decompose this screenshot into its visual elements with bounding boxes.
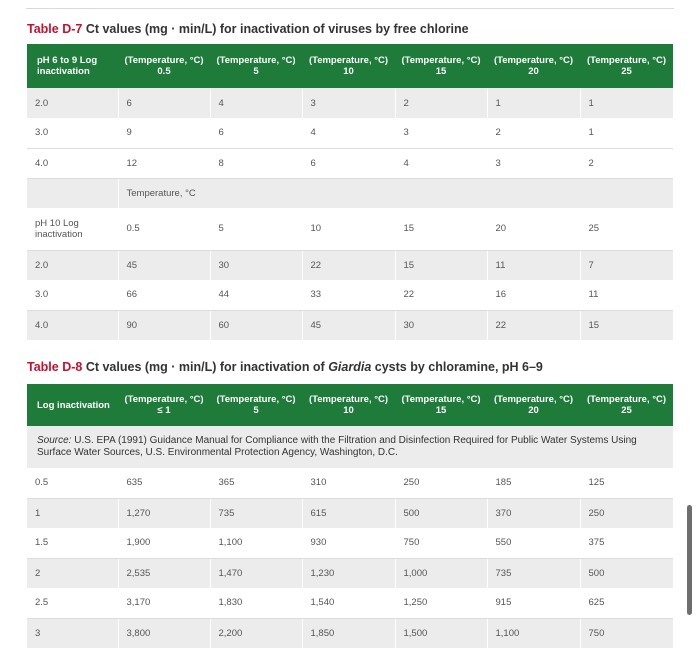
source-note — [27, 426, 673, 468]
table-cell: 6 — [210, 118, 302, 148]
table-cell: 1,850 — [302, 618, 395, 648]
table-cell: 3 — [395, 118, 487, 148]
table-cell: 2.0 — [27, 250, 118, 280]
table-cell: 7 — [580, 250, 673, 280]
table-cell: 3 — [27, 618, 118, 648]
table-cell: 375 — [580, 528, 673, 558]
table-cell: 250 — [580, 498, 673, 528]
table-cell: 1,900 — [118, 528, 210, 558]
table-cell: 6 — [118, 88, 210, 118]
table-cell: 30 — [395, 310, 487, 340]
table-d7-header-row — [27, 44, 673, 88]
table-cell: 500 — [580, 558, 673, 588]
table-cell: 1 — [487, 88, 580, 118]
table-cell: 16 — [487, 280, 580, 310]
table-row — [27, 208, 673, 250]
table-d8-title-post: cysts by chloramine, pH 6–9 — [371, 360, 543, 374]
table-row — [27, 280, 673, 310]
table-cell: 90 — [118, 310, 210, 340]
table-cell: 365 — [210, 468, 302, 498]
table-d7-title: Ct values (mg · min/L) for inactivation of viruses by free chlorine — [82, 22, 469, 36]
table-cell: 250 — [395, 468, 487, 498]
table-cell: 735 — [210, 498, 302, 528]
table-d8-header: (Temperature, °C) ≤ 1 — [118, 384, 210, 426]
table-cell: 1,230 — [302, 558, 395, 588]
table-cell: 15 — [395, 250, 487, 280]
table-cell: 125 — [580, 468, 673, 498]
table-d7-header: (Temperature, °C) 25 — [580, 44, 673, 88]
table-d7 — [27, 44, 673, 340]
table-cell: 3 — [302, 88, 395, 118]
table-cell: 635 — [118, 468, 210, 498]
top-divider — [26, 8, 674, 9]
source-label: Source: — [37, 435, 72, 446]
table-d7-header: (Temperature, °C) 15 — [395, 44, 487, 88]
table-cell: 22 — [395, 280, 487, 310]
table-cell: 15 — [395, 208, 487, 250]
table-d8-header: Log inactivation — [27, 384, 118, 426]
table-cell: 66 — [118, 280, 210, 310]
table-cell: 2,535 — [118, 558, 210, 588]
table-cell: 4.0 — [27, 148, 118, 178]
table-cell: 930 — [302, 528, 395, 558]
table-row — [27, 250, 673, 280]
source-row — [27, 426, 673, 468]
table-cell: 10 — [302, 208, 395, 250]
table-d7-caption — [27, 22, 469, 36]
table-cell: 2 — [580, 148, 673, 178]
table-cell: 45 — [302, 310, 395, 340]
table-cell: 3.0 — [27, 280, 118, 310]
table-cell: 6 — [302, 148, 395, 178]
table-cell: 1,100 — [487, 618, 580, 648]
table-cell: 30 — [210, 250, 302, 280]
table-d7-header: (Temperature, °C) 5 — [210, 44, 302, 88]
table-cell: 25 — [580, 208, 673, 250]
table-cell: 550 — [487, 528, 580, 558]
table-d8-title-italic: Giardia — [328, 360, 372, 374]
table-cell: 45 — [118, 250, 210, 280]
table-cell: 1 — [580, 88, 673, 118]
source-text: U.S. EPA (1991) Guidance Manual for Compliance with the Filtration and Disinfection Required for Public Water Systems Using Surface Water Sources, U.S. Environmental Protection Agency, Washington, D.C. — [37, 435, 637, 458]
table-row — [27, 118, 673, 148]
table-cell: 1,000 — [395, 558, 487, 588]
table-cell: 2 — [487, 118, 580, 148]
table-cell: 1 — [27, 498, 118, 528]
table-cell: 44 — [210, 280, 302, 310]
table-cell: 615 — [302, 498, 395, 528]
table-d8-caption — [27, 360, 543, 374]
table-cell: 625 — [580, 588, 673, 618]
table-cell: 4 — [302, 118, 395, 148]
table-d7-header: (Temperature, °C) 10 — [302, 44, 395, 88]
table-cell: 1,100 — [210, 528, 302, 558]
table-row — [27, 528, 673, 558]
table-cell: 22 — [302, 250, 395, 280]
table-d7-header: (Temperature, °C) 20 — [487, 44, 580, 88]
table-cell: 15 — [580, 310, 673, 340]
table-row — [27, 178, 673, 208]
table-cell: 22 — [487, 310, 580, 340]
table-cell: 1,830 — [210, 588, 302, 618]
table-d8-number: Table D-8 — [27, 360, 83, 374]
table-cell: 20 — [487, 208, 580, 250]
table-cell: pH 10 Log inactivation — [27, 208, 118, 250]
table-cell: 1.5 — [27, 528, 118, 558]
table-cell: 1,500 — [395, 618, 487, 648]
table-cell: 4 — [210, 88, 302, 118]
table-cell: 310 — [302, 468, 395, 498]
table-cell: 3,800 — [118, 618, 210, 648]
table-cell: 33 — [302, 280, 395, 310]
table-cell: 3 — [487, 148, 580, 178]
table-cell: 1 — [580, 118, 673, 148]
table-cell: 2 — [27, 558, 118, 588]
table-cell: 2.5 — [27, 588, 118, 618]
table-cell: 2 — [395, 88, 487, 118]
table-cell: 11 — [580, 280, 673, 310]
temperature-label: Temperature, °C — [118, 178, 673, 208]
table-cell: 0.5 — [27, 468, 118, 498]
scrollbar[interactable] — [687, 505, 692, 615]
table-cell: 1,470 — [210, 558, 302, 588]
table-row — [27, 88, 673, 118]
table-d8 — [27, 384, 673, 648]
table-d8-header: (Temperature, °C) 20 — [487, 384, 580, 426]
table-cell: 915 — [487, 588, 580, 618]
table-row — [27, 310, 673, 340]
table-row — [27, 498, 673, 528]
table-cell: 3.0 — [27, 118, 118, 148]
table-row — [27, 468, 673, 498]
table-d8-header: (Temperature, °C) 5 — [210, 384, 302, 426]
table-row — [27, 558, 673, 588]
table-cell: 750 — [580, 618, 673, 648]
table-row — [27, 618, 673, 648]
table-d8-header: (Temperature, °C) 15 — [395, 384, 487, 426]
table-cell: 4 — [395, 148, 487, 178]
table-row — [27, 588, 673, 618]
table-row — [27, 148, 673, 178]
table-cell: 185 — [487, 468, 580, 498]
table-cell: 500 — [395, 498, 487, 528]
table-cell: 1,540 — [302, 588, 395, 618]
table-cell — [27, 178, 118, 208]
table-d7-header: pH 6 to 9 Log inactivation — [27, 44, 118, 88]
table-cell: 750 — [395, 528, 487, 558]
table-cell: 0.5 — [118, 208, 210, 250]
table-d8-header-row — [27, 384, 673, 426]
table-cell: 2.0 — [27, 88, 118, 118]
table-cell: 735 — [487, 558, 580, 588]
table-d8-header: (Temperature, °C) 25 — [580, 384, 673, 426]
table-d8-header: (Temperature, °C) 10 — [302, 384, 395, 426]
table-cell: 8 — [210, 148, 302, 178]
table-d7-header: (Temperature, °C) 0.5 — [118, 44, 210, 88]
table-cell: 2,200 — [210, 618, 302, 648]
table-cell: 370 — [487, 498, 580, 528]
table-cell: 11 — [487, 250, 580, 280]
table-d7-number: Table D-7 — [27, 22, 83, 36]
table-d8-title-pre: Ct values (mg · min/L) for inactivation of — [82, 360, 329, 374]
table-cell: 3,170 — [118, 588, 210, 618]
table-cell: 5 — [210, 208, 302, 250]
table-cell: 4.0 — [27, 310, 118, 340]
table-cell: 12 — [118, 148, 210, 178]
table-cell: 1,250 — [395, 588, 487, 618]
table-cell: 1,270 — [118, 498, 210, 528]
table-cell: 60 — [210, 310, 302, 340]
table-cell: 9 — [118, 118, 210, 148]
